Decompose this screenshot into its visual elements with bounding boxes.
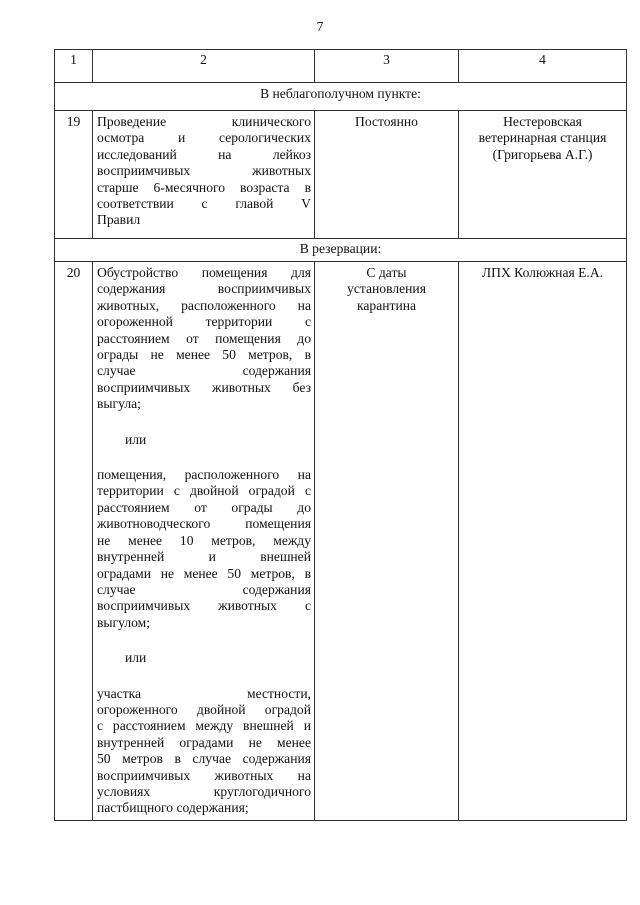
- term-line: С даты: [366, 265, 407, 280]
- measure-line: выгула;: [97, 396, 141, 412]
- term-cell: [315, 262, 459, 821]
- measure-line: не менее 10 метров, между: [97, 532, 311, 548]
- measure-line: случае содержания: [97, 363, 311, 379]
- measure-text: [93, 262, 315, 821]
- term-line: установления: [347, 281, 426, 297]
- measure-line: 50 метров в случае содержания: [97, 751, 311, 767]
- measure-line: восприимчивых животных: [97, 163, 311, 179]
- row-number: 20: [55, 262, 93, 821]
- page-number: 7: [316, 19, 324, 34]
- measure-line: помещения, расположенного на: [97, 467, 311, 483]
- responsible-cell: ЛПХ Колюжная Е.А.: [459, 262, 627, 821]
- measure-line: случае содержания: [97, 581, 311, 597]
- measure-line: Проведение клинического: [97, 114, 311, 129]
- section-title-outbreak: В неблагополучном пункте:: [55, 83, 627, 111]
- measure-line: огороженного двойной оградой: [97, 701, 311, 717]
- measure-line: выгулом;: [97, 614, 151, 630]
- or-separator: или: [125, 431, 147, 447]
- measures-table: [54, 49, 627, 821]
- measure-text: [93, 111, 315, 239]
- measure-line: соответствии с главой V: [97, 196, 311, 212]
- measure-line: внутренней и внешней: [97, 549, 311, 565]
- header-col-2: 2: [93, 50, 315, 83]
- measure-line: восприимчивых животных с: [97, 598, 311, 614]
- measure-line: огороженной территории с: [97, 314, 311, 330]
- table-header-row: [55, 50, 627, 83]
- responsible-cell: [459, 111, 627, 239]
- section-title-reservation: В резервации:: [55, 239, 627, 262]
- responsible-line: ветеринарная станция: [478, 130, 607, 146]
- measure-line: исследований на лейкоз: [97, 146, 311, 162]
- measure-line: с расстоянием между внешней и: [97, 718, 311, 734]
- term-cell: Постоянно: [315, 111, 459, 239]
- measure-line: расстоянием от помещения до: [97, 330, 311, 346]
- measure-line: восприимчивых животных без: [97, 379, 311, 395]
- header-col-3: 3: [315, 50, 459, 83]
- measure-line: старше 6-месячного возраста в: [97, 179, 311, 195]
- measure-line: пастбищного содержания;: [97, 800, 249, 816]
- measure-line: животных, расположенного на: [97, 297, 311, 313]
- or-separator: или: [125, 650, 147, 666]
- measure-line: осмотра и серологических: [97, 130, 311, 146]
- table-row: [55, 262, 627, 821]
- measure-line: территории с двойной оградой с: [97, 483, 311, 499]
- measure-line: оградами не менее 50 метров, в: [97, 565, 311, 581]
- measure-line: восприимчивых животных на: [97, 767, 311, 783]
- measure-line: ограды не менее 50 метров, в: [97, 347, 311, 363]
- measure-line: содержания восприимчивых: [97, 281, 311, 297]
- row-number: 19: [55, 111, 93, 239]
- section-row-reservation: [55, 239, 627, 262]
- measure-line: участка местности,: [97, 685, 311, 701]
- measure-line: Обустройство помещения для: [97, 265, 311, 280]
- responsible-line: (Григорьева А.Г.): [492, 146, 593, 162]
- table-row: [55, 111, 627, 239]
- measure-line: животноводческого помещения: [97, 516, 311, 532]
- measure-line: Правил: [97, 212, 141, 228]
- term-line: карантина: [356, 297, 417, 313]
- measure-line: условиях круглогодичного: [97, 783, 311, 799]
- responsible-line: Нестеровская: [503, 114, 582, 129]
- measure-line: внутренней оградами не менее: [97, 734, 311, 750]
- header-col-1: 1: [55, 50, 93, 83]
- header-col-4: 4: [459, 50, 627, 83]
- measure-line: расстоянием от ограды до: [97, 499, 311, 515]
- section-row-outbreak: [55, 83, 627, 111]
